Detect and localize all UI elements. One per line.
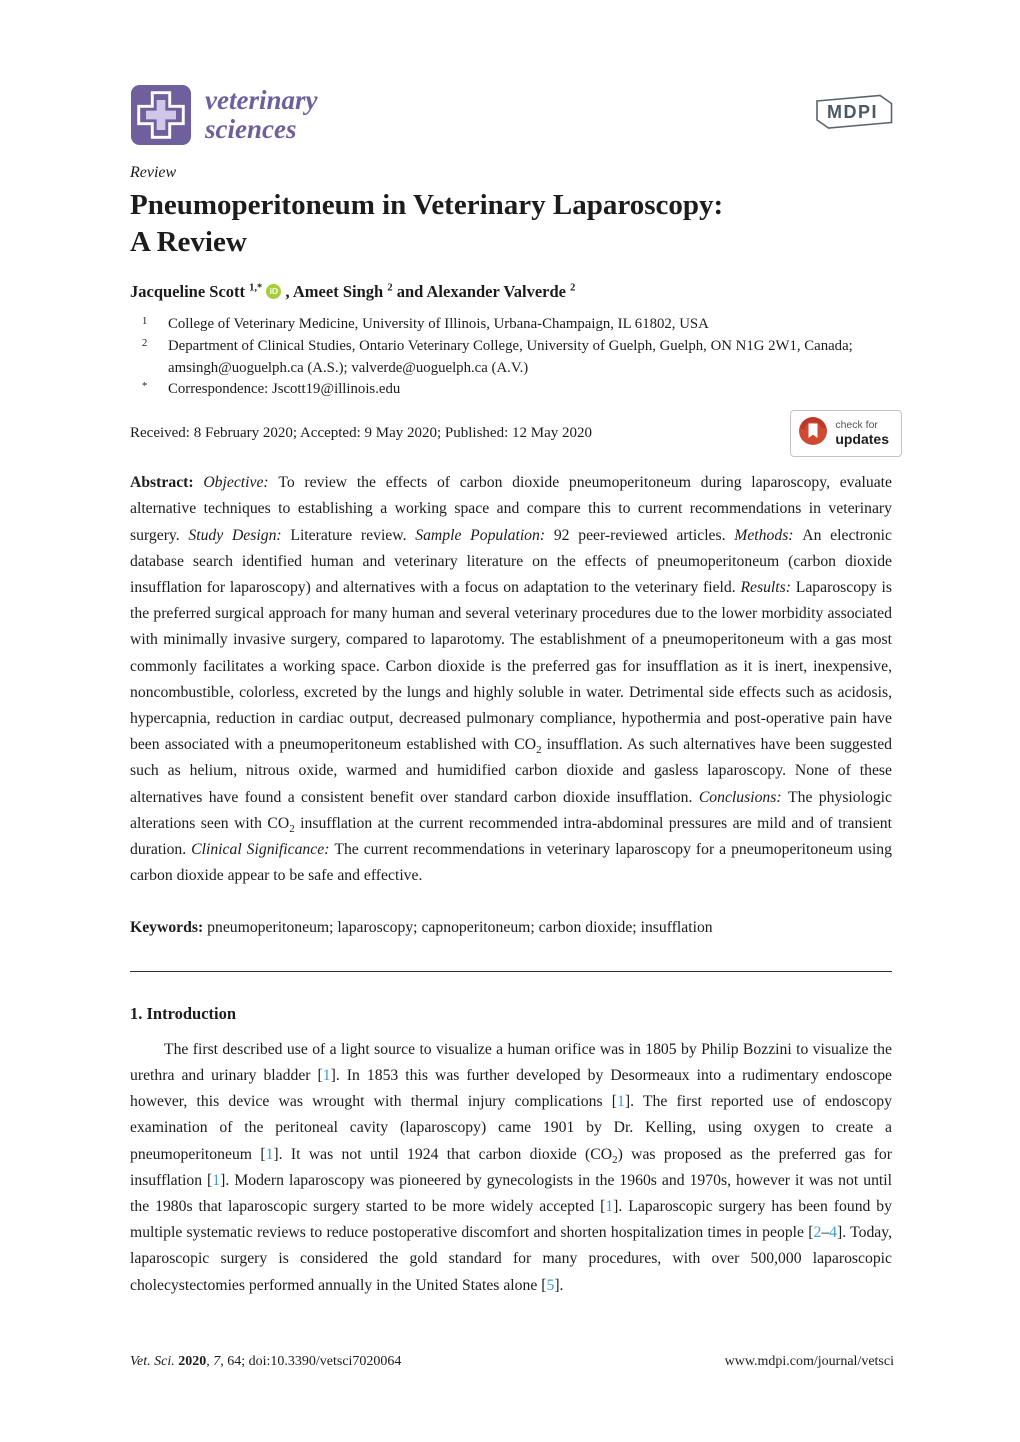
text-segment: Methods: <box>734 526 803 544</box>
text-segment: The physiologic alterations seen with CO <box>130 788 893 832</box>
text-segment: insufflation. As such alternatives have been suggested such as helium, nitrous oxide, warmed and humidified carbon dioxide and gasless laparoscopy. None of these alternatives have found a consistent benefit over standard carbon dioxide insufflation. <box>130 736 892 806</box>
text-segment: An electronic database search identified human and veterinary literature on the effects of pneumoperitoneum (carbon dioxide insufflation for laparoscopy) and alternatives with a focus on adaptation to the veterinary field. <box>130 526 892 597</box>
text-segment: ]. It was not until 1924 that carbon dioxide (CO <box>273 1145 613 1163</box>
reference-link[interactable]: 1 <box>212 1171 221 1189</box>
correspondence-marker: * <box>142 381 148 393</box>
authors-after-orcid <box>286 282 576 301</box>
affiliations <box>130 314 892 401</box>
badge-updates-label: updates <box>835 431 889 448</box>
reference-link[interactable]: 5 <box>546 1276 555 1294</box>
text-segment: Sample Population: <box>415 526 554 544</box>
orcid-icon[interactable]: iD <box>266 284 281 299</box>
text-segment: ]. Today, laparoscopic surgery is considered the gold standard for many procedures, with over 500,000 laparoscopic cholecystectomies performed annually in the United States alone [ <box>130 1224 892 1294</box>
mdpi-wordmark: MDPI <box>827 102 878 122</box>
text-segment: To review the effects of carbon dioxide pneumoperitoneum during laparoscopy, evaluate alternative techniques to establishing a working space and compare this to current recommendations in veterinary surgery. <box>130 474 892 544</box>
mdpi-logo <box>810 92 898 137</box>
text-segment: 2020 <box>178 1354 207 1369</box>
text-segment: Objective: <box>203 474 279 492</box>
introduction-paragraph <box>130 1037 892 1299</box>
affiliation-marker: 2 <box>142 337 148 349</box>
text-segment: , <box>206 1354 214 1369</box>
footer-citation <box>130 1354 401 1370</box>
text-segment: 2 <box>536 744 542 757</box>
affiliation-marker: 1 <box>142 316 148 328</box>
text-segment: 2 <box>387 282 393 294</box>
section-heading-introduction: 1. Introduction <box>130 1003 237 1023</box>
text-segment: 1,* <box>249 282 263 294</box>
reference-link[interactable]: 1 <box>617 1093 625 1111</box>
journal-name-line1: veterinary <box>205 85 318 116</box>
text-segment: 92 peer-reviewed articles. <box>553 526 735 544</box>
text-segment: ]. <box>554 1276 564 1294</box>
text-segment: ]. The first reported use of endoscopy examination of the peritoneal cavity (laparoscopy) came 1901 by Dr. Kelling, using oxygen to create a pneumoperitoneum [ <box>130 1093 892 1163</box>
article-title <box>130 187 892 260</box>
reference-link[interactable]: 1 <box>265 1145 274 1163</box>
correspondence-text: Correspondence: Jscott19@illinois.edu <box>168 381 401 398</box>
affiliation-row <box>130 314 892 336</box>
author-line <box>130 282 892 302</box>
page-footer <box>130 1354 894 1370</box>
article-type-label: Review <box>130 164 177 181</box>
article-body <box>130 164 892 1299</box>
text-segment: The first described use of a light source to visualize a human orifice was in 1805 by Philip Bozzini to visualize the urethra and urinary bladder [ <box>130 1040 892 1084</box>
badge-check-for-label: check for <box>835 419 878 432</box>
article-title-line1: Pneumoperitoneum in Veterinary Laparoscopy: <box>130 189 724 221</box>
text-segment: Vet. Sci. <box>130 1354 179 1369</box>
journal-name-line2: sciences <box>205 114 297 144</box>
affiliation-text: College of Veterinary Medicine, University of Illinois, Urbana-Champaign, IL 61802, USA <box>168 316 709 333</box>
text-segment: Conclusions: <box>698 788 789 806</box>
reference-link[interactable]: 1 <box>605 1197 614 1215</box>
text-segment: Jacqueline Scott <box>130 282 250 302</box>
journal-logo <box>130 84 317 146</box>
text-segment: Study Design: <box>188 526 291 544</box>
text-segment: ]. Modern laparoscopy was pioneered by gynecologists in the 1960s and 1970s, however it was not until the 1980s that laparoscopic surgery started to be more widely accepted [ <box>130 1171 892 1215</box>
text-segment: Keywords: <box>130 918 208 936</box>
reference-link[interactable]: 4 <box>829 1224 837 1242</box>
reference-link[interactable]: 2 <box>813 1224 822 1242</box>
text-segment: Results: <box>740 579 796 597</box>
abstract-paragraph <box>130 470 892 889</box>
article-title-line2: A Review <box>130 225 247 258</box>
text-segment: 7 <box>213 1354 221 1369</box>
text-segment: – <box>821 1224 830 1242</box>
text-segment: ]. Laparoscopic surgery has been found by multiple systematic reviews to reduce postoperative discomfort and shorten hospitalization times in people [ <box>130 1197 892 1242</box>
text-segment: pneumoperitoneum; laparoscopy; capnoperitoneum; carbon dioxide; insufflation <box>207 918 713 936</box>
article-dates: Received: 8 February 2020; Accepted: 9 May 2020; Published: 12 May 2020 <box>130 425 593 442</box>
text-segment: ) was proposed as the preferred gas for insufflation [ <box>130 1145 892 1189</box>
text-segment: , 64; doi:10.3390/vetsci7020064 <box>220 1354 402 1369</box>
text-segment: 2 <box>612 1153 618 1166</box>
text-segment: 2 <box>570 282 576 294</box>
affiliation-row <box>130 336 892 380</box>
veterinary-sciences-logo-icon <box>130 84 192 146</box>
text-segment: The current recommendations in veterinary laparoscopy for a pneumoperitoneum using carbon dioxide appear to be safe and effective. <box>130 841 892 885</box>
keywords-line <box>130 915 892 941</box>
text-segment: , Ameet Singh <box>285 282 388 302</box>
text-segment: and Alexander Valverde <box>392 282 571 302</box>
correspondence-row <box>130 379 892 401</box>
journal-name <box>205 86 317 144</box>
affiliation-text: Department of Clinical Studies, Ontario Veterinary College, University of Guelph, Guelph, ON N1G 2W1, Canada; amsingh@uoguelph.ca (A.S.); valverde@uoguelph.ca (A.V.) <box>168 337 853 376</box>
text-segment: Literature review. <box>290 526 416 544</box>
keywords-divider <box>130 971 892 972</box>
text-segment: Abstract: <box>130 474 204 492</box>
text-segment: ]. In 1853 this was further developed by Desormeaux into a rudimentary endoscope however, this device was wrought with thermal injury complications [ <box>130 1066 892 1111</box>
reference-link[interactable]: 1 <box>322 1066 331 1084</box>
text-segment: Clinical Significance: <box>191 841 335 859</box>
text-segment: Laparoscopy is the preferred surgical approach for many human and several veterinary procedures due to the lower morbidity associated with minimally invasive surgery, compared to laparotomy. The establishment of a pneumoperitoneum with a gas most commonly facilitates a working space. Carbon dioxide is the preferred gas for insufflation as it is inert, inexpensive, noncombustible, colorless, excreted by the lungs and highly soluble in water. Detrimental side effects such as acidosis, hypercapnia, reduction in cardiac output, decreased pulmonary compliance, hypothermia and post-operative pain have been associated with a pneumoperitoneum established with CO <box>130 579 892 754</box>
text-segment: 2 <box>289 823 295 836</box>
authors-before-orcid <box>130 282 262 301</box>
journal-url-link[interactable]: www.mdpi.com/journal/vetsci <box>724 1354 894 1369</box>
text-segment: insufflation at the current recommended intra-abdominal pressures are mild and of transient duration. <box>130 814 892 859</box>
